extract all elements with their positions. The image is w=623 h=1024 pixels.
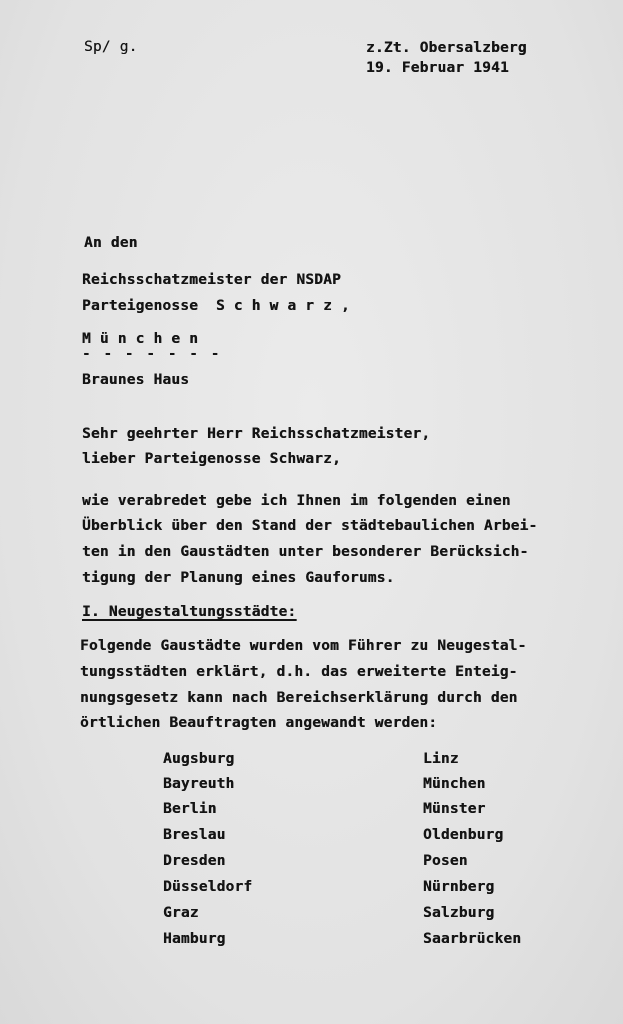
city-left: Graz (163, 905, 199, 921)
city-left: Bayreuth (163, 776, 235, 792)
city-left: Berlin (163, 801, 217, 817)
intro-line-3: ten in den Gaustädten unter besonderer Berücksich- (82, 544, 529, 560)
intro-line-1: wie verabredet gebe ich Ihnen im folgenden einen (82, 493, 511, 509)
city-left: Breslau (163, 827, 226, 843)
section-line-4: örtlichen Beauftragten angewandt werden: (80, 715, 438, 731)
city-right: Salzburg (423, 905, 495, 921)
section-line-2: tungsstädten erklärt, d.h. das erweiterte Enteig- (80, 664, 518, 680)
recipient-city-underline: - - - - - - - (82, 346, 222, 362)
city-right: Saarbrücken (423, 931, 522, 947)
city-right: Oldenburg (423, 827, 504, 843)
city-right: Nürnberg (423, 879, 495, 895)
recipient-line-2: Reichsschatzmeister der NSDAP (82, 272, 341, 288)
letter-location: z.Zt. Obersalzberg (366, 40, 527, 56)
recipient-line-5: Braunes Haus (82, 372, 190, 388)
section-line-1: Folgende Gaustädte wurden vom Führer zu Neugestal- (80, 638, 527, 654)
city-left: Hamburg (163, 931, 226, 947)
recipient-city: M ü n c h e n (82, 331, 199, 347)
salutation-line-2: lieber Parteigenosse Schwarz, (82, 451, 341, 467)
city-right: Linz (423, 751, 459, 767)
city-left: Düsseldorf (163, 879, 253, 895)
intro-line-2: Überblick über den Stand der städtebaulichen Arbei- (82, 518, 538, 534)
section-heading: I. Neugestaltungsstädte: (82, 604, 297, 620)
reference-initials: Sp/ g. (84, 39, 138, 55)
intro-line-4: tigung der Planung eines Gauforums. (82, 570, 395, 586)
city-right: München (423, 776, 486, 792)
recipient-line-3: Parteigenosse S c h w a r z , (82, 298, 350, 314)
salutation-line-1: Sehr geehrter Herr Reichsschatzmeister, (82, 426, 431, 442)
recipient-line-1: An den (84, 235, 138, 251)
city-right: Posen (423, 853, 468, 869)
city-left: Dresden (163, 853, 226, 869)
letter-date: 19. Februar 1941 (366, 60, 509, 76)
section-line-3: nungsgesetz kann nach Bereichserklärung durch den (80, 690, 518, 706)
city-left: Augsburg (163, 751, 235, 767)
city-right: Münster (423, 801, 486, 817)
